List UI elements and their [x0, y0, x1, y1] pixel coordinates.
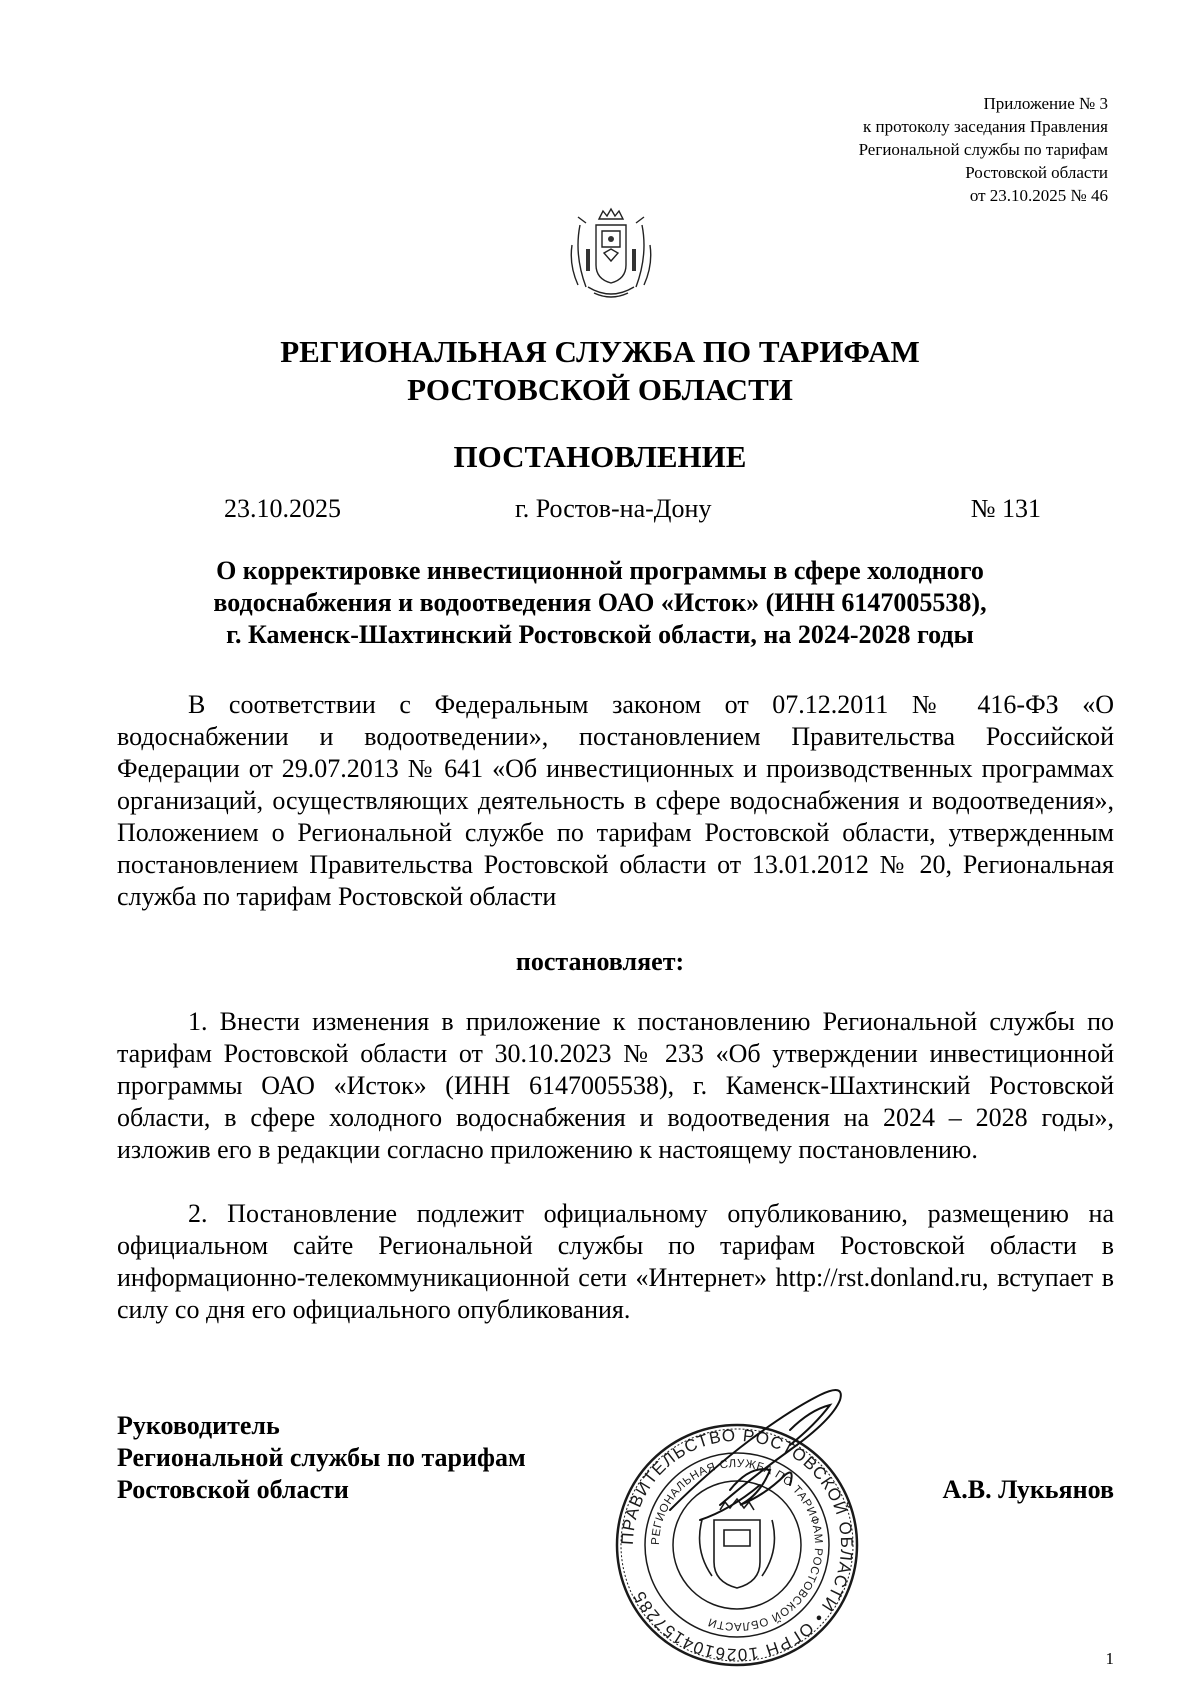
- document-number: № 131: [970, 494, 1041, 523]
- title-line: г. Каменск-Шахтинский Ростовской области, на 2024-2028 годы: [226, 620, 974, 649]
- organization-name: [0, 333, 1200, 409]
- handwritten-signature-icon: [640, 1370, 890, 1550]
- signer-name: А.В. Лукьянов: [942, 1475, 1114, 1504]
- page-number: 1: [1105, 1649, 1114, 1668]
- appendix-line: Ростовской области: [965, 163, 1108, 182]
- document-title: [100, 555, 1100, 651]
- organization-line: РОСТОВСКОЙ ОБЛАСТИ: [407, 372, 793, 407]
- document-type: ПОСТАНОВЛЕНИЕ: [453, 439, 747, 474]
- stamp-inner-text: РЕГИОНАЛЬНАЯ СЛУЖБА ПО ТАРИФАМ РОСТОВСКОЙ ОБЛАСТИ: [649, 1457, 825, 1633]
- signer-position-line: Руководитель: [117, 1411, 280, 1440]
- intro-paragraph: В соответствии с Федеральным законом от 07.12.2011 № 416-ФЗ «О водоснабжении и водоотведении», постановлением Правительства Российской Федерации от 29.07.2013 № 641 «Об инвестиционных и производственных программах организаций, осуществляющих деятельность в сфере водоснабжения и водоотведения», Положением о Региональной службе по тарифам Ростовской области, утвержденным постановлением Правительства Ростовской области от 13.01.2012 № 20, Региональная служба по тарифам Ростовской области: [117, 690, 1114, 911]
- appendix-line: Региональной службы по тарифам: [858, 140, 1108, 159]
- resolution-item: 2. Постановление подлежит официальному опубликованию, размещению на официальном сайте Региональной службы по тарифам Ростовской области в информационно-телекоммуникационной сети «Интернет» http://rst.donland.ru, вступает в силу со дня его официального опубликования.: [117, 1199, 1114, 1324]
- document-date: 23.10.2025: [224, 494, 341, 523]
- resolves-heading: постановляет:: [515, 947, 685, 976]
- signer-position-line: Региональной службы по тарифам: [117, 1443, 526, 1472]
- coat-of-arms-icon: [566, 205, 656, 305]
- stamp-outer-text: ПРАВИТЕЛЬСТВО РОСТОВСКОЙ ОБЛАСТИ • ОГРН 1026104157285: [617, 1425, 857, 1665]
- resolution-item: 1. Внести изменения в приложение к постановлению Региональной службы по тарифам Ростовской области от 30.10.2023 № 233 «Об утверждении инвестиционной программы ОАО «Исток» (ИНН 6147005538), г. Каменск-Шахтинский Ростовской области, в сфере холодного водоснабжения и водоотведения на 2024 – 2028 годы», изложив его в редакции согласно приложению к настоящему постановлению.: [117, 1007, 1114, 1164]
- document-city: г. Ростов-на-Дону: [515, 494, 712, 523]
- title-line: водоснабжения и водоотведения ОАО «Исток» (ИНН 6147005538),: [213, 588, 987, 617]
- appendix-line: от 23.10.2025 № 46: [969, 186, 1108, 205]
- appendix-line: Приложение № 3: [983, 94, 1108, 113]
- signer-position-line: Ростовской области: [117, 1475, 349, 1504]
- title-line: О корректировке инвестиционной программы в сфере холодного: [216, 556, 984, 585]
- appendix-note: [859, 92, 1108, 207]
- signer-position: [117, 1410, 526, 1506]
- appendix-line: к протоколу заседания Правления: [863, 117, 1108, 136]
- organization-line: РЕГИОНАЛЬНАЯ СЛУЖБА ПО ТАРИФАМ: [280, 334, 920, 369]
